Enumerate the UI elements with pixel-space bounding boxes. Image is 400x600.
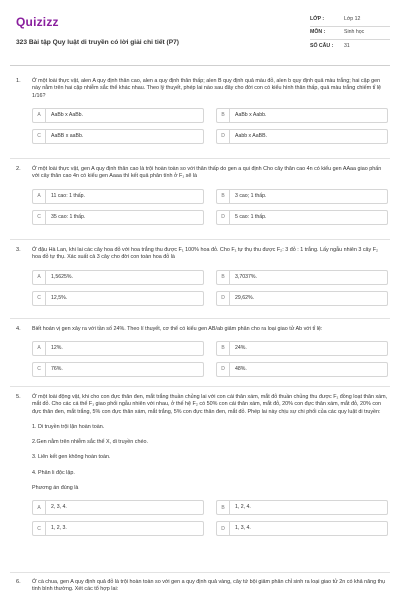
- worksheet-title: 323 Bài tập Quy luật di truyền có lời giải chi tiết (P7): [16, 39, 179, 46]
- option-letter: C: [33, 130, 46, 143]
- worksheet-header: [10, 10, 390, 62]
- answer-options: [32, 270, 390, 306]
- question-number: 1.: [16, 78, 21, 84]
- question-1: [10, 78, 390, 144]
- option-letter: A: [33, 190, 46, 203]
- option-a[interactable]: [32, 500, 204, 515]
- header-divider: [10, 65, 390, 66]
- meta-value: 31: [344, 42, 350, 49]
- meta-row-class: [310, 14, 390, 27]
- question-divider: [10, 572, 390, 573]
- option-b[interactable]: [216, 270, 388, 285]
- question-divider: [10, 318, 390, 319]
- option-c[interactable]: [32, 521, 204, 536]
- option-letter: A: [33, 501, 46, 514]
- question-4: [10, 326, 390, 377]
- option-text: Aabb x AaBB.: [235, 132, 268, 139]
- option-d[interactable]: [216, 210, 388, 225]
- option-c[interactable]: [32, 362, 204, 377]
- option-d[interactable]: [216, 129, 388, 144]
- answer-options: [32, 341, 390, 377]
- option-text: AaBB x aaBb.: [51, 132, 84, 139]
- option-letter: A: [33, 271, 46, 284]
- option-letter: D: [217, 363, 230, 376]
- option-c[interactable]: [32, 210, 204, 225]
- option-text: AaBb x AaBb.: [51, 111, 84, 118]
- option-letter: A: [33, 109, 46, 122]
- option-d[interactable]: [216, 521, 388, 536]
- option-b[interactable]: [216, 108, 388, 123]
- option-text: 35 cao: 1 thấp.: [51, 213, 86, 220]
- option-b[interactable]: [216, 500, 388, 515]
- question-number: 4.: [16, 326, 21, 332]
- question-2: [10, 166, 390, 225]
- option-a[interactable]: [32, 341, 204, 356]
- option-letter: B: [217, 501, 230, 514]
- option-text: 1, 2, 3.: [51, 525, 67, 532]
- option-text: 5 cao: 1 thấp.: [235, 213, 267, 220]
- option-letter: D: [217, 130, 230, 143]
- question-text: Biết hoán vị gen xảy ra với tần số 24%. Theo lí thuyết, cơ thể có kiểu gen AB/ab giảm phân cho ra loại giao tử Ab với tỉ lệ:: [32, 326, 323, 332]
- meta-key: SỐ CÂU :: [310, 42, 334, 49]
- question-5: [10, 394, 390, 536]
- meta-row-subject: [310, 27, 390, 40]
- answer-prompt: Phương án đúng là: [32, 485, 79, 492]
- option-text: 1, 3, 4.: [235, 525, 251, 532]
- option-text: 29,62%.: [235, 294, 255, 301]
- option-a[interactable]: [32, 270, 204, 285]
- option-text: 76%.: [51, 366, 63, 373]
- meta-row-count: [310, 40, 390, 53]
- option-letter: C: [33, 292, 46, 305]
- question-number: 3.: [16, 247, 21, 253]
- question-text: Ở một loài thực vật, alen A quy định thân cao, alen a quy định thân thấp; alen B quy định quả màu đỏ, alen b quy định quả màu trắng; hai cặp gen này nằm trên hai cặp nhiễm sắc thể khác nhau. Theo lý thuyết, phép lai nào sau đây cho đời con có kiểu hình thân thấp, quả màu trắng chiếm tỉ lệ 1/16?: [32, 78, 381, 99]
- option-c[interactable]: [32, 129, 204, 144]
- option-text: AaBb x Aabb.: [235, 111, 267, 118]
- statement-1: 1. Di truyền trội lặn hoàn toàn.: [32, 423, 105, 430]
- meta-key: MÔN :: [310, 29, 326, 36]
- option-b[interactable]: [216, 341, 388, 356]
- option-letter: C: [33, 211, 46, 224]
- statement-2: 2.Gen nằm trên nhiễm sắc thể X, di truyền chéo.: [32, 439, 148, 446]
- option-letter: A: [33, 342, 46, 355]
- option-letter: C: [33, 522, 46, 535]
- worksheet-meta: [310, 14, 390, 53]
- question-number: 5.: [16, 394, 21, 400]
- option-a[interactable]: [32, 189, 204, 204]
- option-text: 1, 2, 4.: [235, 504, 251, 511]
- option-text: 2, 3, 4.: [51, 504, 67, 511]
- answer-options: [32, 189, 390, 225]
- option-text: 1,5625%.: [51, 273, 73, 280]
- option-letter: B: [217, 271, 230, 284]
- question-number: 2.: [16, 166, 21, 172]
- option-text: 12,5%.: [51, 294, 68, 301]
- meta-value: Sinh học: [344, 29, 365, 36]
- option-text: 24%.: [235, 345, 247, 352]
- question-text: Ở một loài động vật, khi cho con đực thân đen, mắt trắng thuần chủng lai với con cái thân xám, mắt đỏ thuần chủng thu được F₁ đồng loạt thân xám, mắt đỏ. Cho các cá thể F₁ giao phối ngẫu nhiên với nhau, ở thế hệ F₂ có 50% con cái thân xám, mắt đỏ, 20% con đực thân xám, mắt đỏ, 20% con đực thân đen, mắt trắng, 5% con đực thân xám, mắt trắng, 5% con đực thân đen, mắt đỏ. Phép lai này chịu sự chi phối của các quy luật di truyền:: [32, 394, 388, 415]
- statement-4: 4. Phân li độc lập.: [32, 469, 75, 476]
- option-text: 12%.: [51, 345, 63, 352]
- question-text: Ở một loài thực vật, gen A quy định thân cao là trội hoàn toàn so với thân thấp do gen a qui định Cho cây thân cao 4n có kiểu gen AAaa giao phấn với cây thân cao 4n có kiểu gen Aaaa thì kết quả phân tính ở F₁ sẽ là: [32, 166, 382, 180]
- question-text: Ở cà chua, gen A quy định quả đỏ là trội hoàn toàn so với gen a quy định quả vàng, cây tứ bội giảm phân chỉ sinh ra loại giao tử 2n có khả năng thụ tinh bình thường. Xét các tổ hợp lai:: [32, 579, 386, 593]
- option-letter: C: [33, 363, 46, 376]
- option-text: 48%.: [235, 366, 247, 373]
- option-letter: D: [217, 211, 230, 224]
- option-text: 3 cao; 1 thấp.: [235, 192, 267, 199]
- option-d[interactable]: [216, 362, 388, 377]
- option-letter: B: [217, 342, 230, 355]
- option-text: 11 cao: 1 thấp.: [51, 192, 85, 199]
- meta-key: LỚP :: [310, 16, 325, 23]
- meta-value: Lớp 12: [344, 16, 361, 23]
- question-text: Ở đậu Hà Lan, khi lai các cây hoa đỏ với hoa trắng thu được F₁ 100% hoa đỏ. Cho F₁ tự thụ thu được F₂: 3 đỏ : 1 trắng. Lấy ngẫu nhiên 3 cây F₂ hoa đỏ tự thụ. Xác suất cả 3 cây cho đời con toàn hoa đỏ là: [32, 247, 379, 261]
- question-3: [10, 247, 390, 306]
- option-text: 3,7037%.: [235, 273, 257, 280]
- option-letter: B: [217, 190, 230, 203]
- option-letter: D: [217, 522, 230, 535]
- question-divider: [10, 386, 390, 387]
- question-6: [10, 579, 390, 594]
- option-b[interactable]: [216, 189, 388, 204]
- answer-options: [32, 108, 390, 144]
- question-divider: [10, 239, 390, 240]
- quizizz-logo: Quizizz: [16, 15, 59, 29]
- answer-options: [32, 500, 390, 536]
- question-number: 6.: [16, 579, 21, 585]
- option-a[interactable]: [32, 108, 204, 123]
- question-divider: [10, 158, 390, 159]
- option-letter: B: [217, 109, 230, 122]
- option-c[interactable]: [32, 291, 204, 306]
- statement-3: 3. Liên kết gen không hoàn toàn.: [32, 454, 111, 461]
- option-d[interactable]: [216, 291, 388, 306]
- option-letter: D: [217, 292, 230, 305]
